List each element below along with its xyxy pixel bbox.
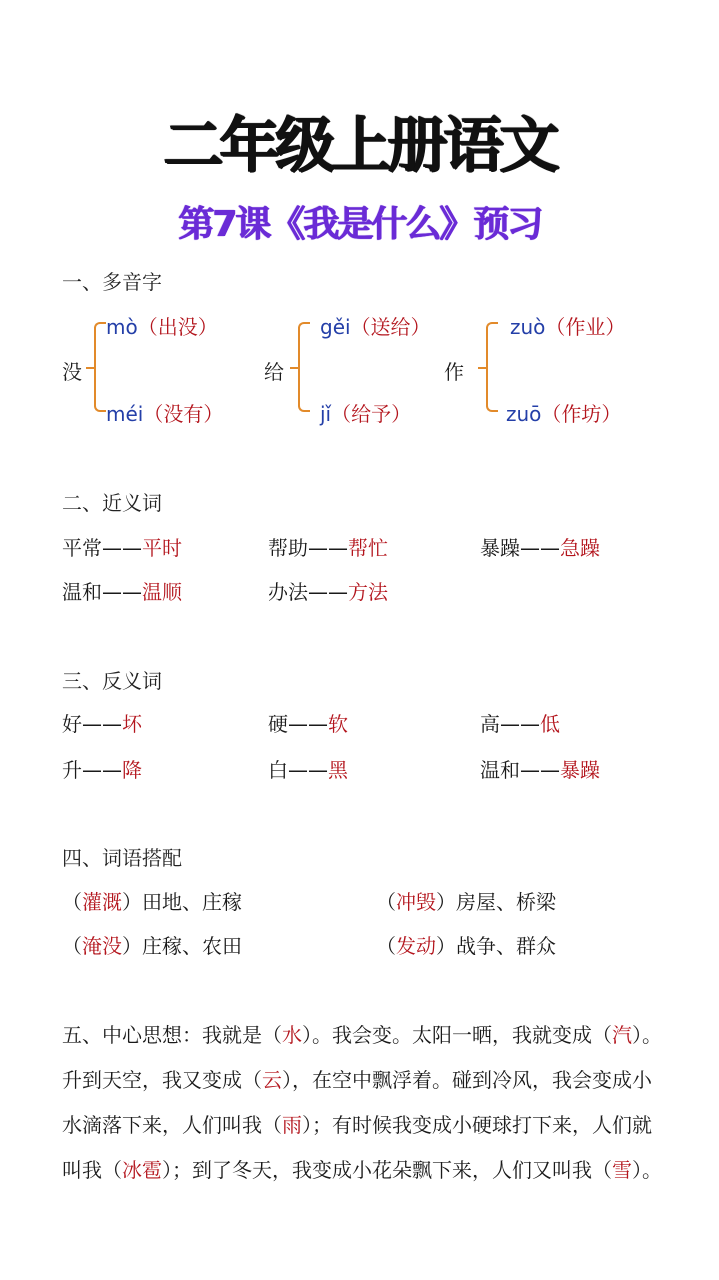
- answer-word: 软: [328, 712, 348, 736]
- collocation-text: 庄稼、农田: [142, 934, 242, 958]
- word: 好——: [62, 712, 122, 736]
- word: 平常——: [62, 536, 142, 560]
- bracket: （: [376, 890, 396, 914]
- answer-word: 灌溉: [82, 890, 122, 914]
- word: 升——: [62, 758, 122, 782]
- collocation-text: 战争、群众: [456, 934, 556, 958]
- example-word: （出没）: [137, 315, 218, 339]
- central-idea-paragraph: [62, 1013, 662, 1193]
- answer-word: 冲毁: [396, 890, 436, 914]
- brace: [298, 322, 310, 412]
- bracket: ）: [436, 890, 456, 914]
- paragraph-text: ），在空中飘浮着。碰到冷风，我会变成小水滴落下来，人们叫我（: [62, 1068, 652, 1137]
- word: 硬——: [268, 712, 328, 736]
- reading-row: [510, 311, 625, 340]
- polyphonic-char: 作: [444, 360, 464, 384]
- example-word: （给予）: [331, 402, 412, 426]
- word: 办法——: [268, 580, 348, 604]
- section-heading-synonyms: 二、近义词: [62, 491, 162, 515]
- brace-tick: [478, 367, 486, 369]
- answer-word: 平时: [142, 536, 182, 560]
- bracket: ）: [122, 890, 142, 914]
- answer-word: 方法: [348, 580, 388, 604]
- brace: [94, 322, 106, 412]
- collocation-text: 田地、庄稼: [142, 890, 242, 914]
- pinyin: zuò: [510, 315, 546, 339]
- section-heading-polyphonic: 一、多音字: [62, 270, 162, 294]
- word-pair: [268, 532, 388, 561]
- word-pair: [480, 754, 600, 783]
- brace-tick: [86, 367, 94, 369]
- pinyin: zuō: [506, 402, 542, 426]
- word-pair: [268, 754, 348, 783]
- word-pair: [62, 754, 142, 783]
- word: 帮助——: [268, 536, 348, 560]
- reading-row: [320, 311, 431, 340]
- brace: [486, 322, 498, 412]
- bracket: （: [376, 934, 396, 958]
- word-pair: [480, 532, 600, 561]
- answer-word: 云: [262, 1068, 282, 1092]
- pinyin: mò: [106, 315, 138, 339]
- section-heading-antonyms: 三、反义词: [62, 669, 162, 693]
- pinyin: méi: [106, 402, 144, 426]
- answer-word: 雪: [612, 1158, 632, 1182]
- reading-row: [506, 398, 621, 427]
- paragraph-text: ）。我会变。太阳一晒，我就变成（: [302, 1023, 612, 1047]
- word-pair: [62, 576, 182, 605]
- collocation-item: [376, 886, 556, 915]
- page-title: 二年级上册语文: [163, 111, 556, 181]
- word: 温和——: [62, 580, 142, 604]
- page-subtitle: 第7课《我是什么》预习: [177, 204, 542, 245]
- word: 白——: [268, 758, 328, 782]
- collocation-item: [62, 930, 242, 959]
- answer-word: 淹没: [82, 934, 122, 958]
- paragraph-text: ）。升到天空，我又变成（: [62, 1023, 662, 1092]
- answer-word: 汽: [612, 1023, 632, 1047]
- answer-word: 水: [282, 1023, 302, 1047]
- answer-word: 坏: [122, 712, 142, 736]
- polyphonic-char: 给: [264, 360, 284, 384]
- polyphonic-char: 没: [62, 360, 82, 384]
- answer-word: 降: [122, 758, 142, 782]
- answer-word: 低: [540, 712, 560, 736]
- answer-word: 暴躁: [560, 758, 600, 782]
- bracket: （: [62, 934, 82, 958]
- reading-row: [106, 398, 223, 427]
- word-pair: [62, 532, 182, 561]
- paragraph-text: 五、中心思想：我就是（: [62, 1023, 282, 1047]
- example-word: （作坊）: [541, 402, 622, 426]
- word: 温和——: [480, 758, 560, 782]
- paragraph-text: ）。: [632, 1158, 662, 1182]
- bracket: ）: [122, 934, 142, 958]
- example-word: （没有）: [143, 402, 224, 426]
- brace-tick: [290, 367, 298, 369]
- answer-word: 发动: [396, 934, 436, 958]
- answer-word: 急躁: [560, 536, 600, 560]
- pinyin: jǐ: [320, 402, 332, 426]
- paragraph-text: ）；到了冬天，我变成小花朵飘下来，人们又叫我（: [162, 1158, 612, 1182]
- paragraph-text: ）；有时候我变成小硬球打下来，人们就叫我（: [62, 1113, 652, 1182]
- word-pair: [62, 708, 142, 737]
- answer-word: 雨: [282, 1113, 302, 1137]
- answer-word: 帮忙: [348, 536, 388, 560]
- bracket: （: [62, 890, 82, 914]
- collocation-item: [376, 930, 556, 959]
- answer-word: 温顺: [142, 580, 182, 604]
- word: 暴躁——: [480, 536, 560, 560]
- pinyin: gěi: [320, 315, 351, 339]
- answer-word: 黑: [328, 758, 348, 782]
- reading-row: [106, 311, 218, 340]
- word: 高——: [480, 712, 540, 736]
- word-pair: [480, 708, 560, 737]
- collocation-item: [62, 886, 242, 915]
- word-pair: [268, 576, 388, 605]
- answer-word: 冰雹: [122, 1158, 162, 1182]
- example-word: （作业）: [545, 315, 626, 339]
- collocation-text: 房屋、桥梁: [456, 890, 556, 914]
- example-word: （送给）: [350, 315, 431, 339]
- bracket: ）: [436, 934, 456, 958]
- word-pair: [268, 708, 348, 737]
- reading-row: [320, 398, 411, 427]
- section-heading-collocations: 四、词语搭配: [62, 846, 182, 870]
